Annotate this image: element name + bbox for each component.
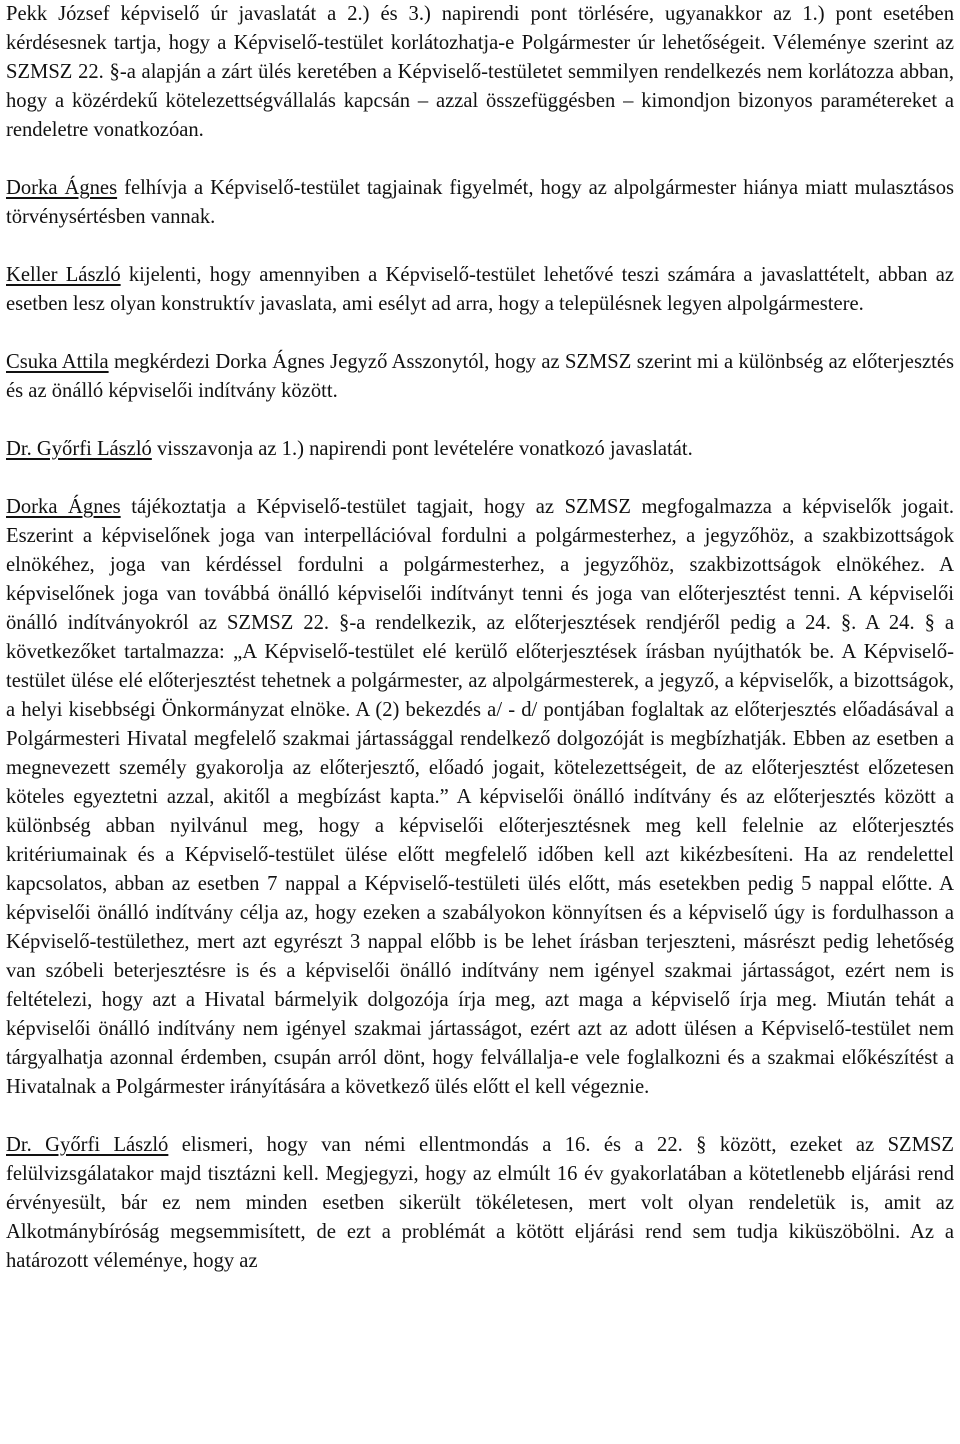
paragraph-4 xyxy=(6,348,954,406)
paragraph-text: kijelenti, hogy amennyiben a Képviselő-testület lehetővé teszi számára a javaslattételt, abban az esetben lesz olyan konstruktív javaslata, ami esélyt ad arra, hogy a településnek legyen alpolgármestere. xyxy=(6,264,955,315)
paragraph-6 xyxy=(6,493,954,1102)
speaker-name: Dr. Győrfi László xyxy=(6,1134,169,1156)
speaker-name: Dorka Ágnes xyxy=(6,496,121,518)
paragraph-2 xyxy=(6,174,954,232)
paragraph-1 xyxy=(6,0,954,145)
speaker-name: Keller László xyxy=(6,264,121,286)
speaker-name: Csuka Attila xyxy=(6,351,109,373)
paragraph-text: tájékoztatja a Képviselő-testület tagjait, hogy az SZMSZ megfogalmazza a képviselők jogait. Eszerint a képviselőnek joga van interpellációval fordulni a polgármesterhez, a jegyzőhöz, a szakbizottságok elnökéhez, joga van kérdéssel fordulni a polgármesterhez, a jegyzőhöz, szakbizottságok elnökéhez. A képviselőnek joga van továbbá önálló képviselői indítványt tenni és joga van előterjesztést tenni. A képviselői önálló indítványokról az SZMSZ 22. §-a rendelkezik, az előterjesztések rendjéről pedig a 24. §. A 24. § a következőket tartalmazza: „A Képviselő-testület elé kerülő előterjesztések írásban nyújthatók be. A Képviselő-testület ülése elé előterjesztést tehetnek a polgármester, az alpolgármesterek, a jegyző, a képviselők, a bizottságok, a helyi kisebbségi Önkormányzat elnöke. A (2) bekezdés a/ - d/ pontjában foglaltak az előterjesztés előadásával a Polgármesteri Hivatal megfelelő szakmai jártassággal rendelkező dolgozóját is megbízhatják. Ebben az esetben a megnevezett személy gyakorolja az előterjesztő, előadó jogait, kötelezettségeit, de az előterjesztést előzetesen köteles egyeztetni azzal, akitől a megbízást kapta.” A képviselői önálló indítvány és az előterjesztés között a különbség abban nyilvánul meg, hogy a képviselői előterjesztésnek meg kell felelnie az előterjesztés kritériumainak és a Képviselő-testület ülése előtt megfelelő időben kell azt kikézbesíteni. Ha az rendelettel kapcsolatos, abban az esetben 7 nappal a Képviselő-testületi ülés előtt, más esetekben pedig 5 nappal előtte. A képviselői önálló indítvány célja az, hogy ezeken a szabályokon könnyítsen és a képviselő úgy is fordulhasson a Képviselő-testülethez, mert azt egyrészt 3 nappal előbb is be lehet írásban terjeszteni, másrészt pedig lehetőség van szóbeli beterjesztésre is és a képviselői önálló indítvány nem igényel szakmai jártasságot, ezért nem is feltételezi, hogy azt a Hivatal bármelyik dolgozója írja meg, azt maga a képviselő írja meg. Miután tehát a képviselői önálló indítvány nem igényel szakmai jártasságot, ezért azt az adott ülésen a Képviselő-testület nem tárgyalhatja azonnal érdemben, csupán arról dönt, hogy felvállalja-e vele foglalkozni és a szakmai előkészítést a Hivatalnak a Polgármester irányítására a következő ülés előtt el kell végeznie. xyxy=(6,496,955,1098)
paragraph-text: elismeri, hogy van némi ellentmondás a 16. és a 22. § között, ezeket az SZMSZ felülvizsgálatakor majd tisztázni kell. Megjegyzi, hogy az elmúlt 16 év gyakorlatában a kötetlenebb eljárási rend érvényesült, bár ez nem minden esetben sikerült tökéletesen, mert volt olyan rendeletük is, amit az Alkotmánybíróság megsemmisített, de ezt a problémát a kötött eljárási rend sem tudja kiküszöbölni. Az a határozott véleménye, hogy az xyxy=(6,1134,954,1272)
paragraph-text: visszavonja az 1.) napirendi pont levételére vonatkozó javaslatát. xyxy=(151,438,693,460)
paragraph-text: megkérdezi Dorka Ágnes Jegyző Asszonytól, hogy az SZMSZ szerint mi a különbség az előterjesztés és az önálló képviselői indítvány között. xyxy=(6,351,954,402)
paragraph-7 xyxy=(6,1131,954,1276)
paragraph-text: felhívja a Képviselő-testület tagjainak figyelmét, hogy az alpolgármester hiánya miatt mulasztásos törvénysértésben vannak. xyxy=(6,177,955,228)
paragraph-text: Pekk József képviselő úr javaslatát a 2.) és 3.) napirendi pont törlésére, ugyanakkor az 1.) pont esetében kérdésesnek tartja, hogy a Képviselő-testület korlátozhatja-e Polgármester úr lehetőségeit. Véleménye szerint az SZMSZ 22. §-a alapján a zárt ülés keretében a Képviselő-testületet semmilyen rendelkezés nem korlátozza abban, hogy a közérdekű kötelezettségvállalás kapcsán – azzal összefüggésben – kimondjon bizonyos paramétereket a rendeletre vonatkozóan. xyxy=(6,3,954,141)
paragraph-3 xyxy=(6,261,954,319)
speaker-name: Dr. Győrfi László xyxy=(6,438,152,460)
paragraph-5 xyxy=(6,435,954,464)
speaker-name: Dorka Ágnes xyxy=(6,177,118,199)
